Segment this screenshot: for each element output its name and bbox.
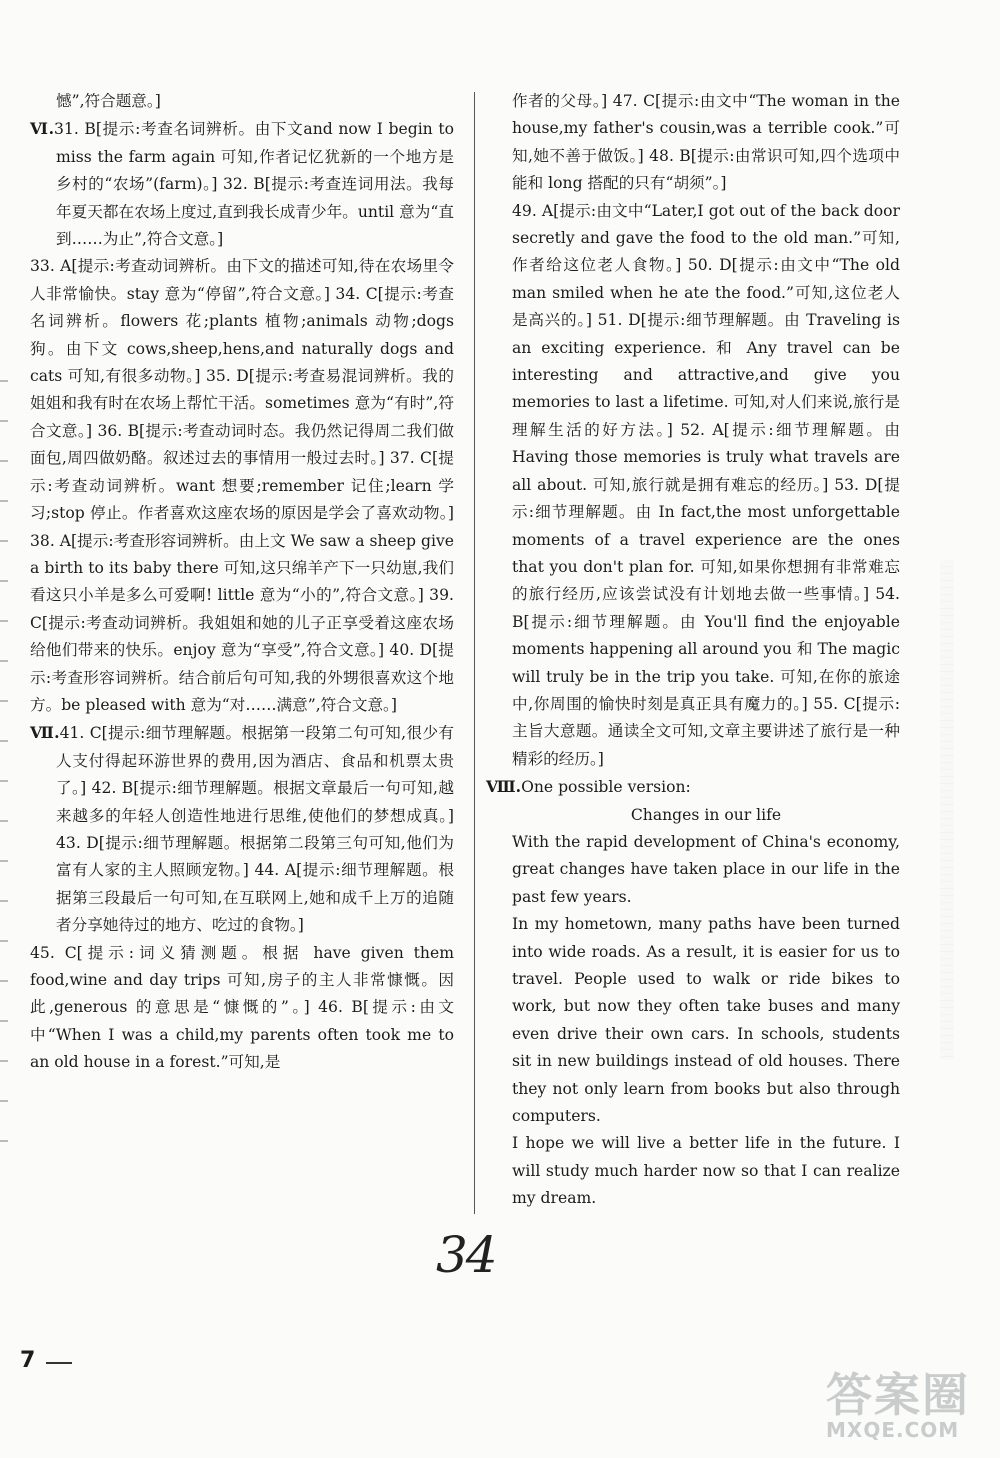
section-viii-intro	[486, 773, 900, 801]
left-column	[30, 88, 454, 1077]
essay-paragraph: In my hometown, many paths have been turned into wide roads. As a result, it is easier for us to travel. People used to walk or ride bikes to work, but now they often take buses and many even drive their own cars. In schools, students sit in new buildings instead of old houses. There they not only learn from books but also through computers.	[512, 915, 900, 1126]
section-numeral: Ⅶ.	[30, 723, 60, 743]
answers-47-48: 作者的父母。] 47. C[提示:由文中“The woman in the house,my father's cousin,was a terrible cook.”可知,她不善于做饭。] 48. B[提示:由常识可知,四个选项中能和 long 搭配的只有“胡须”。]	[512, 92, 900, 193]
section-vii-text: 41. C[提示:细节理解题。根据第一段第二句可知,很少有人支付得起环游世界的费用,因为酒店、食品和机票太贵了。] 42. B[提示:细节理解题。根据文章最后一句可知,越来越多的年轻人创造性地进行思维,使他们的梦想成真。] 43. D[提示:细节理解题。根据第二段第三句可知,他们为富有人家的主人照顾宠物。] 44. A[提示:细节理解题。根据第三段最后一句可知,在互联网上,她和成千上万的追随者分享她待过的地方、吃过的食物。]	[56, 724, 454, 935]
answers-49-55: 49. A[提示:由文中“Later,I got out of the back door secretly and gave the food to the old man.”可知,作者给这位老人食物。] 50. D[提示:由文中“The old man smiled when he ate the food.”可知,这位老人是高兴的。] 51. D[提示:细节理解题。由 Traveling is an exciting experience. 和 Any travel can be interesting and attractive,and give you memories to last a lifetime. 可知,对人们来说,旅行是理解生活的好方法。] 52. A[提示:细节理解题。由 Having those memories is truly what travels are all about. 可知,旅行就是拥有难忘的经历。] 53. D[提示:细节理解题。由 In fact,the most unforgettable moments of a travel experience are the ones that you don't plan for. 可知,如果你想拥有非常难忘的旅行经历,应该尝试没有计划地去做一些事情。] 54. B[提示:细节理解题。由 You'll find the enjoyable moments happening all around you 和 The magic will truly be in the trip you take. 可知,在你的旅途中,你周围的愉快时刻是真正具有魔力的。] 55. C[提示:主旨大意题。通读全文可知,文章主要讲述了旅行是一种精彩的经历。]	[512, 201, 900, 768]
column-divider	[474, 92, 475, 1214]
section-vii-rest: 45. C[提示:词义猜测题。根据 have given them food,wine and day trips 可知,房子的主人非常慷慨。因此,generous 的意思是“慷慨的”。] 46. B[提示:由文中“When I was a child,my parents often took me to an old house in a forest.”可知,是	[30, 943, 454, 1072]
watermark-url: MXQE.COM	[826, 1418, 960, 1442]
watermark-logo: 答案圈	[826, 1368, 970, 1422]
section-numeral: Ⅵ.	[30, 119, 55, 139]
section-vi-first	[30, 115, 454, 253]
page-number: 7	[20, 1348, 36, 1373]
section-vii-first	[30, 719, 454, 939]
handwritten-page-number: 34	[436, 1226, 496, 1284]
essay-paragraph: With the rapid development of China's economy, great changes have taken place in our life in the past few years.	[512, 832, 900, 906]
section-numeral: Ⅷ.	[486, 777, 522, 797]
section-vi-rest: 33. A[提示:考查动词辨析。由下文的描述可知,待在农场里令人非常愉快。stay 意为“停留”,符合文意。] 34. C[提示:考查名词辨析。flowers 花;plants 植物;animals 动物;dogs 狗。由下文 cows,sheep,hens,and naturally dogs and cats 可知,有很多动物。] 35. D[提示:考查易混词辨析。我的姐姐和我有时在农场上帮忙干活。sometimes 意为“有时”,符合文意。] 36. B[提示:考查动词时态。我仍然记得周二我们做面包,周四做奶酪。叙述过去的事情用一般过去时。] 37. C[提示:考查动词辨析。want 想要;remember 记住;learn 学习;stop 停止。作者喜欢这座农场的原因是学会了喜欢动物。] 38. A[提示:考查形容词辨析。由上文 We saw a sheep give a birth to its baby there 可知,这只绵羊产下一只幼崽,我们看这只小羊是多么可爱啊! little 意为“小的”,符合文意。] 39. C[提示:考查动词辨析。我姐姐和她的儿子正享受着这座农场给他们带来的快乐。enjoy 意为“享受”,符合文意。] 40. D[提示:考查形容词辨析。结合前后句可知,我的外甥很喜欢这个地方。be pleased with 意为“对……满意”,符合文意。]	[30, 257, 454, 714]
scan-edge-marks	[0, 380, 10, 1180]
right-column	[486, 88, 900, 1213]
watermark	[826, 1370, 994, 1448]
page-number-dash	[46, 1362, 72, 1364]
essay-paragraph: I hope we will live a better life in the future. I will study much harder now so that I can realize my dream.	[512, 1134, 900, 1208]
section-vi-text: 31. B[提示:考查名词辨析。由下文and now I begin to miss the farm again 可知,作者记忆犹新的一个地方是乡村的“农场”(farm)。] 32. B[提示:考查连词用法。我每年夏天都在农场上度过,直到我长成青少年。until 意为“直到……为止”,符合文意。]	[54, 120, 454, 249]
essay-body	[512, 829, 900, 1213]
essay-title: Changes in our life	[630, 805, 782, 824]
section-viii-intro-text: One possible version:	[521, 778, 691, 797]
scan-noise	[940, 560, 954, 1060]
continuation-line: 憾”,符合题意。]	[56, 92, 161, 110]
